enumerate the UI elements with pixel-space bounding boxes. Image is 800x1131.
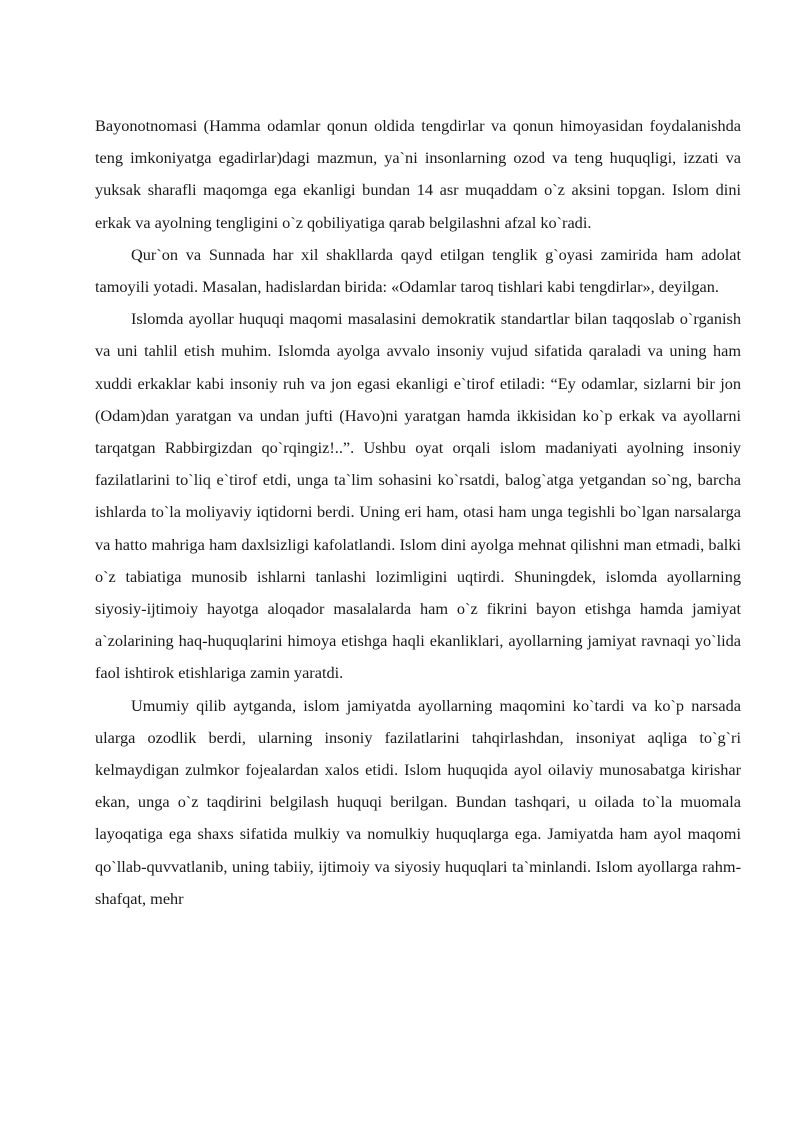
paragraph-3: Islomda ayollar huquqi maqomi masalasini demokratik standartlar bilan taqqoslab o`rganish va uni tahlil etish muhim. Islomda ayolga avvalo insoniy vujud sifatida qaraladi va uning ham xuddi erkaklar kabi insoniy ruh va jon egasi ekanligi e`tirof etiladi: “Ey odamlar, sizlarni bir jon (Odam)dan yaratgan va undan jufti (Havo)ni yaratgan hamda ikkisidan ko`p erkak va ayollarni tarqatgan Rabbirgizdan qo`rqingiz!..”. Ushbu oyat orqali islom madaniyati ayolning insoniy fazilatlarini to`liq e`tirof etdi, unga ta`lim sohasini ko`rsatdi, balog`atga yetgandan so`ng, barcha ishlarda to`la moliyaviy iqtidorni berdi. Uning eri ham, otasi ham unga tegishli bo`lgan narsalarga va hatto mahriga ham daxlsizligi kafolatlandi. Islom dini ayolga mehnat qilishni man etmadi, balki o`z tabiatiga munosib ishlarni tanlashi lozimligini uqtirdi. Shuningdek, islomda ayollarning siyosiy-ijtimoiy hayotga aloqador masalalarda ham o`z fikrini bayon etishga hamda jamiyat a`zolarining haq-huquqlarini himoya etishga haqli ekanliklari, ayollarning jamiyat ravnaqi yo`lida faol ishtirok etishlariga zamin yaratdi.: [95, 309, 741, 683]
paragraph-4: Umumiy qilib aytganda, islom jamiyatda ayollarning maqomini ko`tardi va ko`p narsada ularga ozodlik berdi, ularning insoniy fazilatlarini tahqirlashdan, insoniyat aqliga to`g`ri kelmaydigan zulmkor fojealardan xalos etidi. Islom huquqida ayol oilaviy munosabatga kirishar ekan, unga o`z taqdirini belgilash huquqi berilgan. Bundan tashqari, u oilada to`la muomala layoqatiga ega shaxs sifatida mulkiy va nomulkiy huquqlarga ega. Jamiyatda ham ayol maqomi qo`llab-quvvatlanib, uning tabiiy, ijtimoiy va siyosiy huquqlari ta`minlandi. Islom ayollarga rahm-shafqat, mehr: [95, 695, 741, 908]
paragraph-1: Bayonotnomasi (Hamma odamlar qonun oldida tengdirlar va qonun himoyasidan foydalanishda teng imkoniyatga egadirlar)dagi mazmun, ya`ni insonlarning ozod va teng huquqligi, izzati va yuksak sharafli maqomga ega ekanligi bundan 14 asr muqaddam o`z aksini topgan. Islom dini erkak va ayolning tengligini o`z qobiliyatiga qarab belgilashni afzal ko`radi.: [95, 116, 741, 232]
paragraph-2: Qur`on va Sunnada har xil shakllarda qayd etilgan tenglik g`oyasi zamirida ham adolat tamoyili yotadi. Masalan, hadislardan birida: «Odamlar taroq tishlari kabi tengdirlar», deyilgan.: [95, 244, 741, 297]
document-page: [95, 110, 741, 915]
